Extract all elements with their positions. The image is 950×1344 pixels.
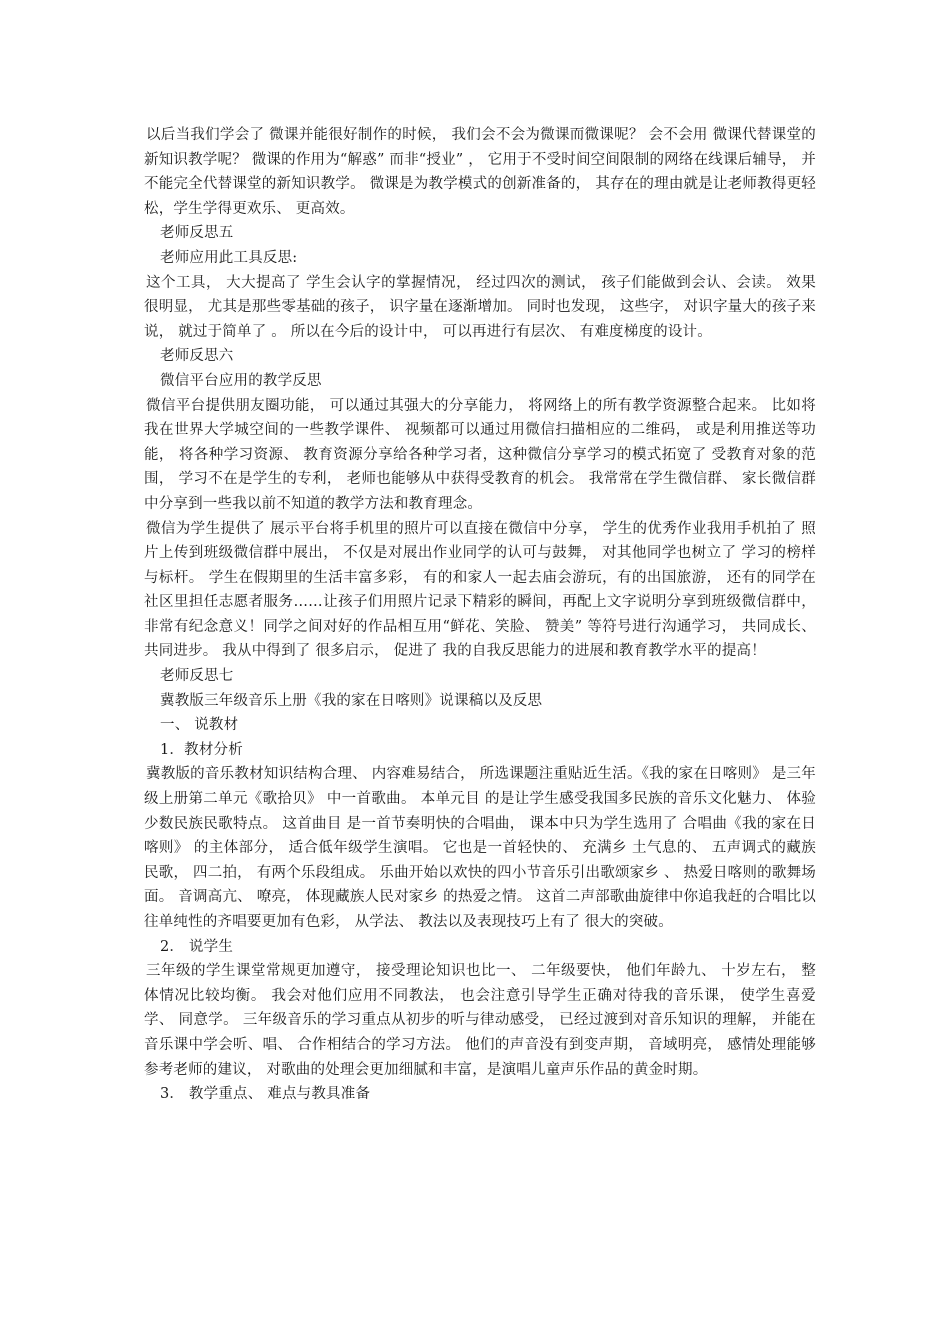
heading-tool-reflection: 老师应用此工具反思: — [160, 249, 298, 266]
heading-section-1: 一、 说教材 — [160, 717, 239, 734]
heading-lesson-title: 冀教版三年级音乐上册《我的家在日喀则》说课稿以及反思 — [160, 692, 543, 709]
paragraph-textbook: 冀教版的音乐教材知识结构合理、 内容难易结合， 所选课题注重贴近生活。《我的家在日喀则》 是三年级上册第二单元《歌拾贝》 中一首歌曲。 本单元目 的是让学生感受我国多民族的音乐文化魅力、 体验少数民族民歌特点。 这首曲目 是一首节奏明快的合唱曲， 课本中只为学生选用了 合唱曲《我的家在日喀则》 的主体部分， 适合低年级学生演唱。 它也是一首轻快的、 充满乡 土气息的、 五声调式的藏族民歌， 四二拍， 有两个乐段组成。 乐曲开始以欢快的四小节音乐引出歌颂家乡 、 热爱日喀则的歌舞场面。 音调高亢、 嘹亮， 体现藏族人民对家乡 的热爱之情。 这首二声部歌曲旋律中你追我赶的合唱比以往单纯性的齐唱要更加有色彩， 从学法、 教法以及表现技巧上有了 很大的突破。 — [144, 766, 816, 930]
heading-reflection-6: 老师反思六 — [160, 348, 234, 365]
paragraph-wechat-1: 微信平台提供朋友圈功能， 可以通过其强大的分享能力， 将网络上的所有教学资源整合起来。 比如将我在世界大学城空间的一些教学课件、 视频都可以通过用微信扫描相应的二维码， 或是利用推送等功能， 将各种学习资源、 教育资源分享给各种学习者，这种微信分享学习的模式拓宽了 受教育对象的范围， 学习不在是学生的专利， 老师也能够从中获得受教育的机会。 我常常在学生微信群、 家长微信群中分享到一些我以前不知道的教学方法和教育理念。 — [144, 397, 816, 512]
heading-wechat-reflection: 微信平台应用的教学反思 — [160, 372, 322, 389]
paragraph-students: 三年级的学生课堂常规更加遵守， 接受理论知识也比一、 二年级要快， 他们年龄九、 十岁左右， 整体情况比较均衡。 我会对他们应用不同教法， 也会注意引导学生正确对待我的音乐课， 使学生喜爱学、 同意学。 三年级音乐的学习重点从初步的听与律动感受， 已经过渡到对音乐知识的理解， 并能在音乐课中学会听、唱、 合作相结合的学习方法。 他们的声音没有到变声期， 音域明亮， 感情处理能够参考老师的建议， 对歌曲的处理会更加细腻和丰富，是演唱儿童声乐作品的黄金时期。 — [144, 963, 816, 1078]
heading-students: 2． 说学生 — [160, 938, 234, 955]
paragraph-weike: 以后当我们学会了 微课并能很好制作的时候， 我们会不会为微课而微课呢？ 会不会用 微课代替课堂的新知识教学呢？ 微课的作用为“解惑” 而非“授业” ， 它用于不受时间空间限制的网络在线课后辅导， 并不能完全代替课堂的新知识教学。 微课是为教学模式的创新准备的， 其存在的理由就是让老师教得更轻松，学生学得更欢乐、 更高效。 — [144, 127, 816, 217]
heading-key-points: 3． 教学重点、 难点与教具准备 — [160, 1086, 371, 1103]
heading-reflection-5: 老师反思五 — [160, 225, 234, 242]
paragraph-wechat-2: 微信为学生提供了 展示平台将手机里的照片可以直接在微信中分享， 学生的优秀作业我用手机拍了 照片上传到班级微信群中展出， 不仅是对展出作业同学的认可与鼓舞， 对其他同学也树立了 学习的榜样与标杆。 学生在假期里的生活丰富多彩， 有的和家人一起去庙会游玩，有的出国旅游， 还有的同学在社区里担任志愿者服务……让孩子们用照片记录下精彩的瞬间，再配上文字说明分享到班级微信群中， 非常有纪念意义！同学之间对好的作品相互用“鲜花、笑脸、 赞美” 等符号进行沟通学习， 共同成长、共同进步。 我从中得到了 很多启示， 促进了 我的自我反思能力的进展和教育教学水平的提高！ — [144, 520, 816, 660]
document-page — [144, 123, 816, 1107]
paragraph-tool: 这个工具， 大大提高了 学生会认字的掌握情况， 经过四次的测试， 孩子们能做到会认、会读。 效果很明显， 尤其是那些零基础的孩子， 识字量在逐渐增加。 同时也发现， 这些字， 对识字量大的孩子来说， 就过于简单了 。 所以在今后的设计中， 可以再进行有层次、 有难度梯度的设计。 — [144, 274, 816, 340]
heading-reflection-7: 老师反思七 — [160, 668, 234, 685]
heading-textbook-analysis: 1．教材分析 — [160, 741, 243, 758]
